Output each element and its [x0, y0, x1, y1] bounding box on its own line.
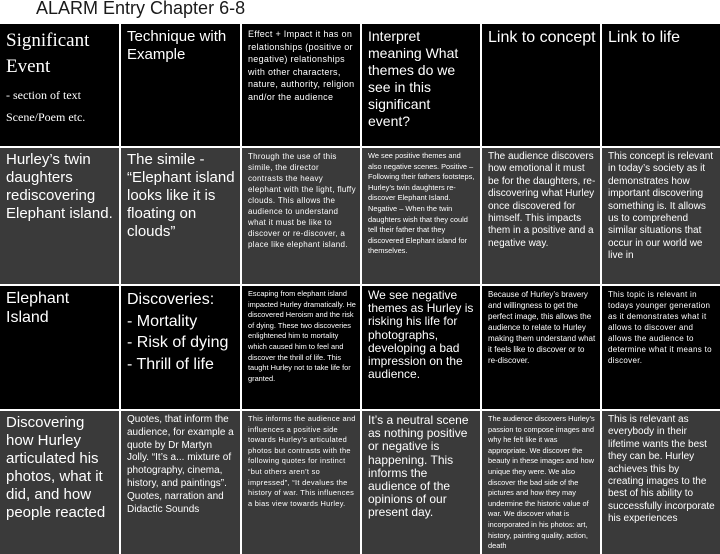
- cell-effect-text: Through the use of this simile, the director contrasts the heavy elephant with the light, fluffy clouds. This allows the audience to understand what it must be like to discover or re-discover, a place like elephant island.: [248, 152, 356, 249]
- cell-technique-text: Discoveries: - Mortality - Risk of dying - Thrill of life: [127, 291, 229, 373]
- alarm-table: [0, 24, 720, 554]
- cell-life: [600, 146, 720, 284]
- cell-interpret: [360, 146, 480, 284]
- header-event: [0, 24, 119, 146]
- header-concept-label: Link to concept: [488, 29, 596, 46]
- cell-event-text: Hurley’s twin daughters rediscovering Elephant island.: [6, 151, 113, 222]
- cell-concept: [480, 409, 600, 554]
- header-event-sub1: - section of text: [6, 88, 81, 102]
- header-effect: [240, 24, 360, 146]
- header-technique-label: Technique with Example: [127, 28, 227, 63]
- cell-event: [0, 409, 119, 554]
- cell-technique-text: Quotes, that inform the audience, for example a quote by Dr Martyn Jolly. “It’s a... mixture of photography, cinema, history, and paintings”. Quotes, narration and Didactic Sounds: [127, 414, 234, 515]
- cell-event: [0, 284, 119, 409]
- cell-effect: [240, 146, 360, 284]
- page-title: ALARM Entry Chapter 6-8: [36, 0, 246, 18]
- header-concept: [480, 24, 600, 146]
- cell-interpret-text: We see positive themes and also negative scenes. Positive – Following their fathers footsteps, Hurley’s twin daughters re-discover Elephant Island. Negative – When the twin daughters wish that they could tell their father that they discovered Elephant island for themselves.: [368, 151, 475, 256]
- cell-event: [0, 146, 119, 284]
- cell-concept-text: Because of Hurley’s bravery and willingness to get the perfect image, this allows the audience to relate to Hurley making them understand what it feels like to discover or to re-discover.: [488, 290, 596, 365]
- cell-effect: [240, 409, 360, 554]
- cell-technique: [119, 284, 240, 409]
- cell-effect-text: Escaping from elephant island impacted Hurley dramatically. He discovered Heroism and the risk of dying. These two discoveries enlightened him to mortality which caused him to feel and discover the thrill of life. This taught Hurley not to take life for granted.: [248, 289, 356, 383]
- cell-interpret-text: It’s a neutral scene as nothing positive or negative is happening. This informs the audience of the opinions of our present day.: [368, 413, 469, 520]
- cell-concept: [480, 146, 600, 284]
- header-effect-label: Effect + Impact it has on relationships (positive or negative) relationships with other characters, nature, authority, religion and/or the audience: [248, 29, 355, 102]
- header-event-sub2: Scene/Poem etc.: [6, 110, 86, 124]
- header-technique: [119, 24, 240, 146]
- cell-concept: [480, 284, 600, 409]
- header-event-title: Significant Event: [6, 30, 90, 77]
- table-row: [0, 284, 720, 409]
- cell-life-text: This is relevant as everybody in their lifetime wants the best they can be. Hurley achieves this by creating images to the best of his ability to successfully incorporate his experiences: [608, 414, 715, 525]
- cell-life-text: This concept is relevant in today’s society as it demonstrates how important discovering something is. It allows us to comprehend similar situations that occur in our world we live in: [608, 151, 714, 262]
- header-row: [0, 24, 720, 146]
- table-row: [0, 409, 720, 554]
- cell-interpret: [360, 284, 480, 409]
- cell-life: [600, 284, 720, 409]
- header-interpret-label: Interpret meaning What themes do we see in this significant event?: [368, 28, 459, 129]
- header-life-label: Link to life: [608, 29, 681, 46]
- cell-interpret: [360, 409, 480, 554]
- cell-technique: [119, 146, 240, 284]
- cell-event-text: Elephant Island: [6, 290, 70, 326]
- cell-technique: [119, 409, 240, 554]
- table-row: [0, 146, 720, 284]
- header-life: [600, 24, 720, 146]
- header-interpret: [360, 24, 480, 146]
- cell-effect: [240, 284, 360, 409]
- cell-concept-text: The audience discovers how emotional it must be for the daughters, re-discovering what Hurley once discovered for himself. This impacts them in a positive and a negative way.: [488, 151, 596, 249]
- cell-effect-text: This informs the audience and influences a positive side towards Hurley’s articulated photos but contrasts with the following quotes for instinct “but others aren’t so impressed”, “It devalues the history of war. This influences a bias view towards Hurley.: [248, 414, 356, 508]
- cell-interpret-text: We see negative themes as Hurley is risking his life for photographs, developing a bad impression on the audience.: [368, 288, 474, 382]
- cell-life: [600, 409, 720, 554]
- cell-concept-text: The audience discovers Hurley’s passion to compose images and why he felt like it was appropriate. We discover the beauty in these images and how unique they were. We also discover the bad side of the pictures and how they may undermine the historic value of war. We discover what is incorporated in his photos: art, history, painting quality, action, death: [488, 414, 595, 551]
- cell-technique-text: The simile - “Elephant island looks like it is floating on clouds”: [127, 151, 235, 240]
- cell-life-text: This topic is relevant in todays younger generation as it demonstrates what it allows to discover and allows the audience to determine what it means to discover.: [608, 290, 712, 365]
- cell-event-text: Discovering how Hurley articulated his photos, what it did, and how people reacted: [6, 414, 106, 521]
